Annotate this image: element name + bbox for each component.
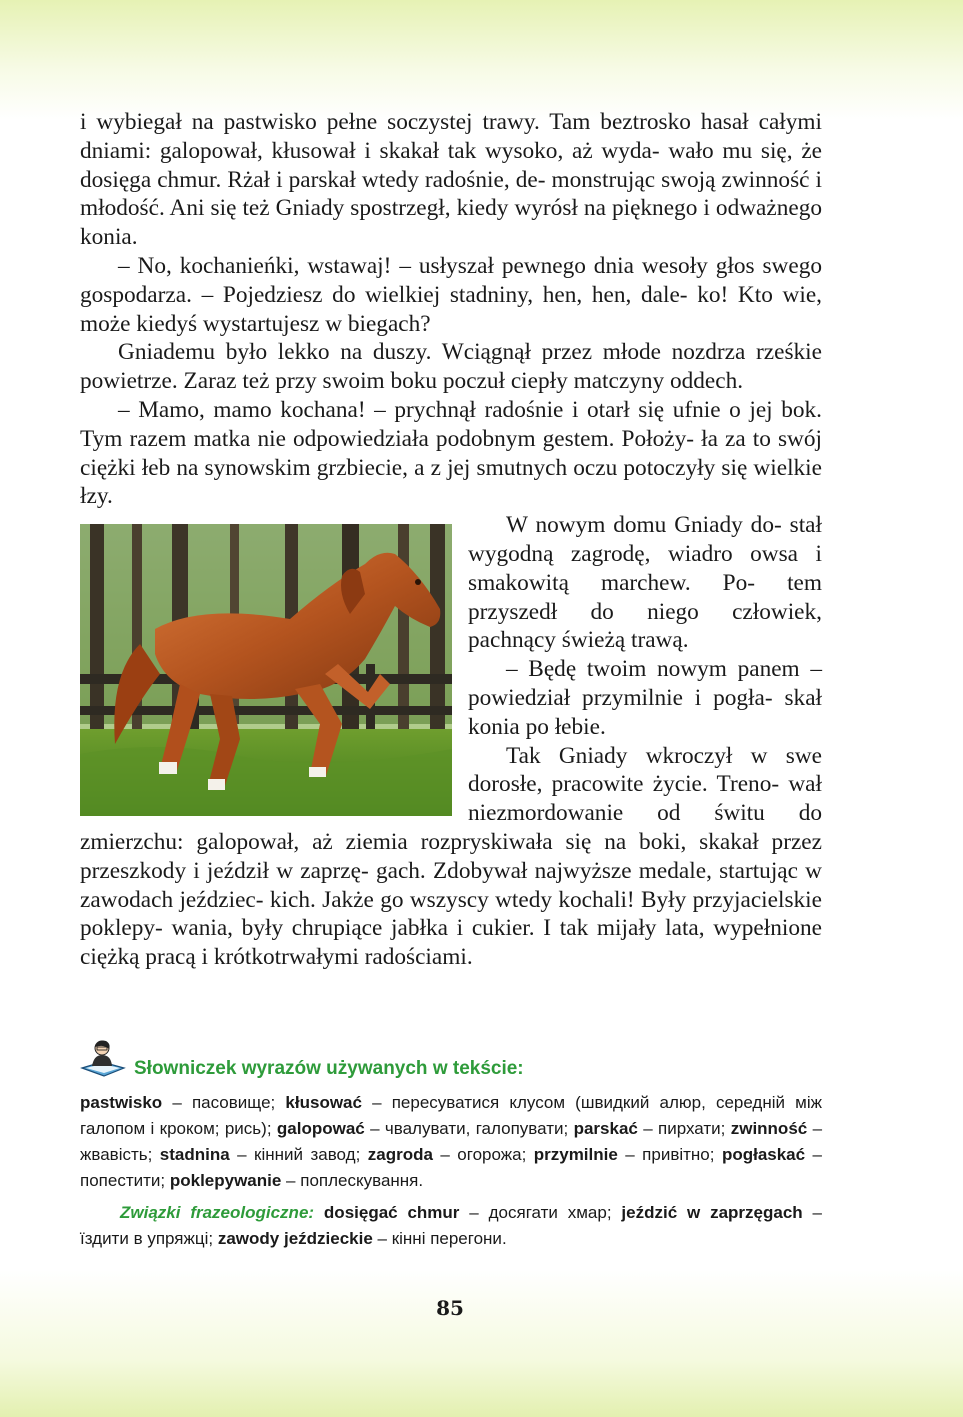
phrase-definitions <box>80 1200 822 1252</box>
glossary-term: przymilnie <box>533 1145 618 1164</box>
horse-photo <box>80 524 452 816</box>
glossary-title: Słowniczek wyrazów używanych w tekście: <box>134 1058 524 1079</box>
text-line: oddech. <box>669 368 744 395</box>
page-number: 85 <box>436 1296 464 1320</box>
glossary-separator: – <box>617 1145 643 1164</box>
glossary-punctuation: . <box>501 1229 507 1248</box>
glossary-term: pastwisko <box>80 1093 163 1112</box>
text-line: swego gospodarza. – Pojedziesz do wielkiej stadniny, hen, hen, dale- <box>80 252 822 308</box>
glossary-separator: – <box>361 1093 392 1112</box>
glossary-definition: кінні перегони <box>391 1229 502 1248</box>
text-line: Gniademu było lekko na duszy. Wciągnął przez młode nozdrza <box>118 339 746 366</box>
text-line: bok. Tym razem matka nie odpowiedziała podobnym gestem. Położy- <box>80 396 823 452</box>
glossary-term: poklepywanie <box>169 1171 282 1190</box>
glossary-term: parskać <box>573 1119 638 1138</box>
glossary-term: zwinność <box>730 1119 808 1138</box>
text-line: wania, były chrupiące jabłka i cukier. I tak mijały lata, wypełnione <box>171 915 822 942</box>
glossary-term: jeździć w zaprzęgach <box>621 1203 803 1222</box>
text-line: wał niezmordowanie od świtu do <box>468 771 822 827</box>
glossary-punctuation: ; <box>160 1171 170 1190</box>
glossary-separator: – <box>807 1119 823 1138</box>
text-line: tem przyszedł do niego człowiek, <box>468 569 822 625</box>
text-line: zmierzchu: galopował, aż ziemia <box>80 828 408 855</box>
horse-illustration <box>80 524 452 816</box>
phrases-label: Związki frazeologiczne: <box>120 1203 315 1222</box>
text-line: Tak Gniady wkroczył w swe <box>506 742 822 769</box>
paragraph-1 <box>80 108 822 252</box>
text-line: – powiedział przymilnie i pogła- <box>468 656 823 711</box>
glossary-separator: – <box>372 1229 392 1248</box>
text-line: ko! Kto wie, może kiedyś wystartujesz w biegach? <box>80 281 822 337</box>
glossary-punctuation: ; <box>720 1119 731 1138</box>
text-line: monstrując swoją zwinność i młodość. Ani się też Gniady spostrzegł, <box>80 166 822 222</box>
glossary-separator: – <box>281 1171 301 1190</box>
text-line: i wybiegał na pastwisko pełne soczystej trawy. Tam beztrosko hasał <box>80 109 749 135</box>
glossary-term: pogłaskać <box>721 1145 806 1164</box>
glossary-separator: – <box>364 1119 385 1138</box>
glossary-term: zagroda <box>367 1145 433 1164</box>
text-line: kich. Jakże go wszyscy wtedy kochali! Były przyjacielskie poklepy- <box>80 886 822 942</box>
glossary-definition: огорожа <box>457 1145 522 1164</box>
glossary-punctuation: ; <box>208 1229 218 1248</box>
glossary-punctuation: ; <box>266 1119 277 1138</box>
text-line: ciężką pracą i krótkotrwałymi radościami. <box>80 944 473 971</box>
glossary-punctuation: ; <box>270 1093 286 1112</box>
glossary-separator: – <box>802 1203 822 1222</box>
glossary-term: stadnina <box>159 1145 230 1164</box>
glossary-punctuation: . <box>418 1171 424 1190</box>
text-line: rześkie powietrze. Zaraz też przy swoim boku poczuł ciepły matczyny <box>80 339 822 395</box>
glossary-punctuation: ; <box>606 1203 622 1222</box>
glossary-definitions <box>80 1090 822 1194</box>
text-line: całymi dniami: galopował, kłusował i skakał tak wysoko, aż wyda- <box>80 109 823 164</box>
text-line: – No, kochanieńki, wstawaj! – usłyszał pewnego dnia wesoły głos <box>118 252 755 279</box>
text-line: – Będę twoim nowym panem <box>506 656 800 683</box>
paragraph-2 <box>80 252 822 338</box>
glossary-definition: жвавість <box>80 1145 148 1164</box>
glossary-term: dosięgać chmur <box>323 1203 460 1222</box>
glossary-punctuation: ; <box>147 1145 160 1164</box>
text-line: potoczyły się wielkie łzy. <box>80 454 822 510</box>
paragraph-3 <box>80 338 822 396</box>
text-line: kiedy wyrósł na pięknego i odważnego konia. <box>80 195 823 251</box>
glossary-definition: пасовище <box>191 1093 271 1112</box>
glossary-punctuation: ; <box>709 1145 722 1164</box>
glossary-separator: – <box>229 1145 255 1164</box>
glossary-definition: чвалувати, галопувати <box>384 1119 564 1138</box>
glossary <box>80 1090 822 1252</box>
text-line: rozpryskiwała się na boki, skakał przez przeszkody i jeździł w zaprzę- <box>80 828 822 884</box>
glossary-definition: поплескування <box>300 1171 419 1190</box>
text-line: gach. Zdobywał najwyższe medale, startując w zawodach jeździec- <box>80 857 823 913</box>
glossary-punctuation: ; <box>563 1119 574 1138</box>
reading-student-icon <box>80 1038 128 1078</box>
glossary-punctuation: ; <box>355 1145 368 1164</box>
glossary-definition: попестити <box>80 1171 161 1190</box>
glossary-header <box>80 1038 820 1082</box>
glossary-separator: – <box>637 1119 658 1138</box>
glossary-separator: – <box>432 1145 458 1164</box>
text-line: stał wygodną zagrodę, wiadro <box>468 512 822 567</box>
text-line: dorosłe, pracowite życie. Treno- <box>468 771 780 798</box>
glossary-separator: – <box>162 1093 192 1112</box>
text-line: skał konia po łebie. <box>468 684 823 740</box>
glossary-definition: їздити в упряжці <box>80 1229 209 1248</box>
glossary-punctuation: ; <box>521 1145 534 1164</box>
glossary-term: galopować <box>276 1119 365 1138</box>
text-line: owsa i smakowitą marchew. Po- <box>468 540 822 596</box>
text-line: pachnący świeżą trawą. <box>468 627 689 654</box>
glossary-definition: пересуватися клусом (швидкий алюр, середній між галопом і кроком; рись) <box>80 1093 822 1138</box>
text-line: wało mu się, że dosięga chmur. Rżał i parskał wtedy radośnie, de- <box>80 137 822 193</box>
glossary-separator: – <box>805 1145 822 1164</box>
glossary-definition: кінний завод <box>254 1145 356 1164</box>
glossary-definition: пирхати <box>658 1119 721 1138</box>
glossary-term: zawody jeździeckie <box>217 1229 373 1248</box>
text-line: ła za to swój ciężki łeb na synowskim grzbiecie, a z jej smutnych oczu <box>80 425 822 481</box>
story-text <box>80 108 822 972</box>
glossary-definition: досягати хмар <box>488 1203 607 1222</box>
paragraph-4 <box>80 396 822 511</box>
glossary-separator: – <box>459 1203 489 1222</box>
text-line: – Mamo, mamo kochana! – prychnął radośnie i otarł się ufnie o jej <box>118 396 773 423</box>
glossary-term: kłusować <box>285 1093 362 1112</box>
glossary-definition: привітно <box>642 1145 710 1164</box>
text-line: W nowym domu Gniady do- <box>506 512 782 539</box>
